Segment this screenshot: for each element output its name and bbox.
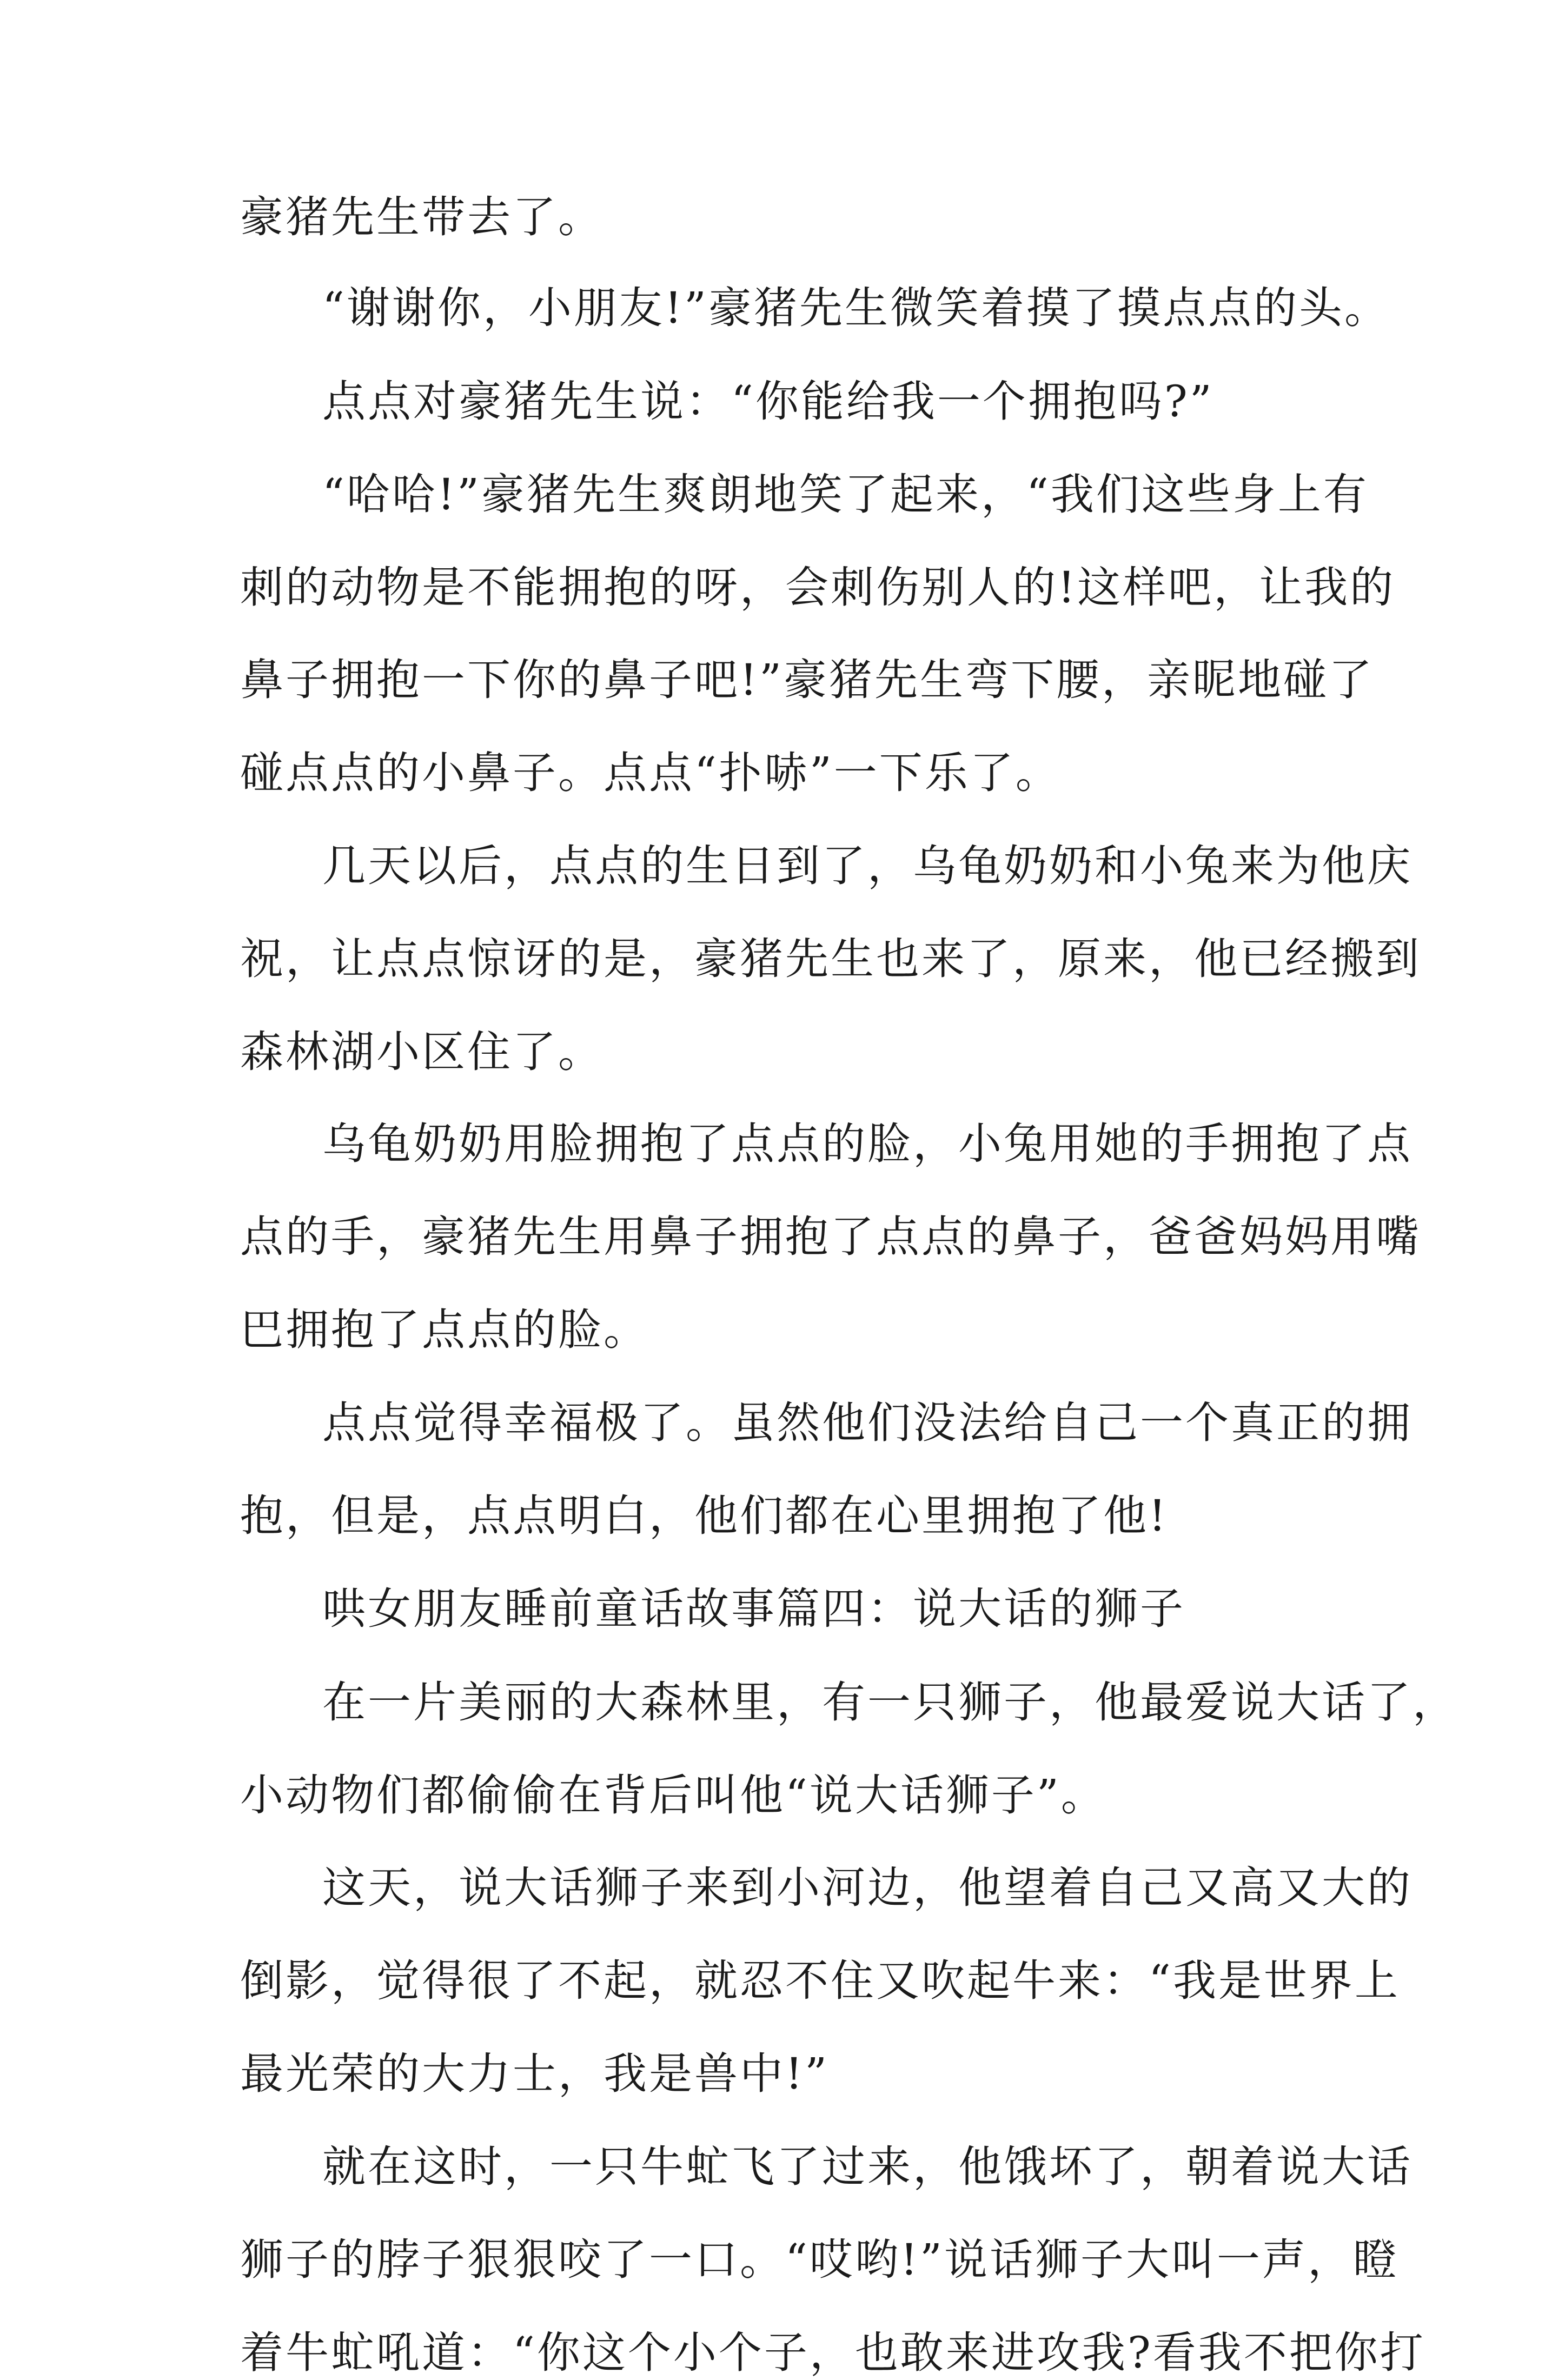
text-line: 最光荣的大力士，我是兽中!” [240, 2049, 830, 2099]
text-line: 抱，但是，点点明白，他们都在心里拥抱了他! [240, 1491, 1169, 1541]
text-line: 小动物们都偷偷在背后叫他“说大话狮子”。 [240, 1770, 1106, 1820]
text-line: 乌龟奶奶用脸拥抱了点点的脸，小兔用她的手拥抱了点 [322, 1119, 1413, 1169]
text-line: “哈哈!”豪猪先生爽朗地笑了起来，“我们这些身上有 [322, 469, 1369, 520]
text-line: 刺的动物是不能拥抱的呀，会刺伤别人的!这样吧，让我的 [240, 562, 1396, 613]
text-line: 狮子的脖子狠狠咬了一口。“哎哟!”说话狮子大叫一声，瞪 [240, 2235, 1398, 2285]
text-line: 点的手，豪猪先生用鼻子拥抱了点点的鼻子，爸爸妈妈用嘴 [240, 1212, 1421, 1262]
text-line: 几天以后，点点的生日到了，乌龟奶奶和小兔来为他庆 [322, 841, 1413, 891]
text-line: “谢谢你，小朋友!”豪猪先生微笑着摸了摸点点的头。 [322, 283, 1390, 333]
text-line: 点点对豪猪先生说：“你能给我一个拥抱吗?” [322, 376, 1214, 427]
text-line: 这天，说大话狮子来到小河边，他望着自己又高又大的 [322, 1863, 1413, 1913]
section-heading: 哄女朋友睡前童话故事篇四：说大话的狮子 [322, 1584, 1185, 1634]
text-line: 碰点点的小鼻子。点点“扑哧”一下乐了。 [240, 748, 1061, 798]
text-line: 鼻子拥抱一下你的鼻子吧!”豪猪先生弯下腰，亲昵地碰了 [240, 655, 1375, 705]
text-line: 巴拥抱了点点的脸。 [240, 1305, 649, 1355]
text-line: 祝，让点点惊讶的是，豪猪先生也来了，原来，他已经搬到 [240, 934, 1421, 984]
text-line: 森林湖小区住了。 [240, 1027, 604, 1077]
text-line: 就在这时，一只牛虻飞了过来，他饿坏了，朝着说大话 [322, 2142, 1413, 2192]
text-line: 在一片美丽的大森林里，有一只狮子，他最爱说大话了， [322, 1677, 1458, 1727]
text-line: 倒影，觉得很了不起，就忍不住又吹起牛来：“我是世界上 [240, 1956, 1400, 2006]
text-line: 点点觉得幸福极了。虽然他们没法给自己一个真正的拥 [322, 1398, 1413, 1448]
text-line: 着牛虻吼道：“你这个小个子，也敢来进攻我?看我不把你打 [240, 2328, 1425, 2378]
text-line: 豪猪先生带去了。 [240, 192, 604, 242]
